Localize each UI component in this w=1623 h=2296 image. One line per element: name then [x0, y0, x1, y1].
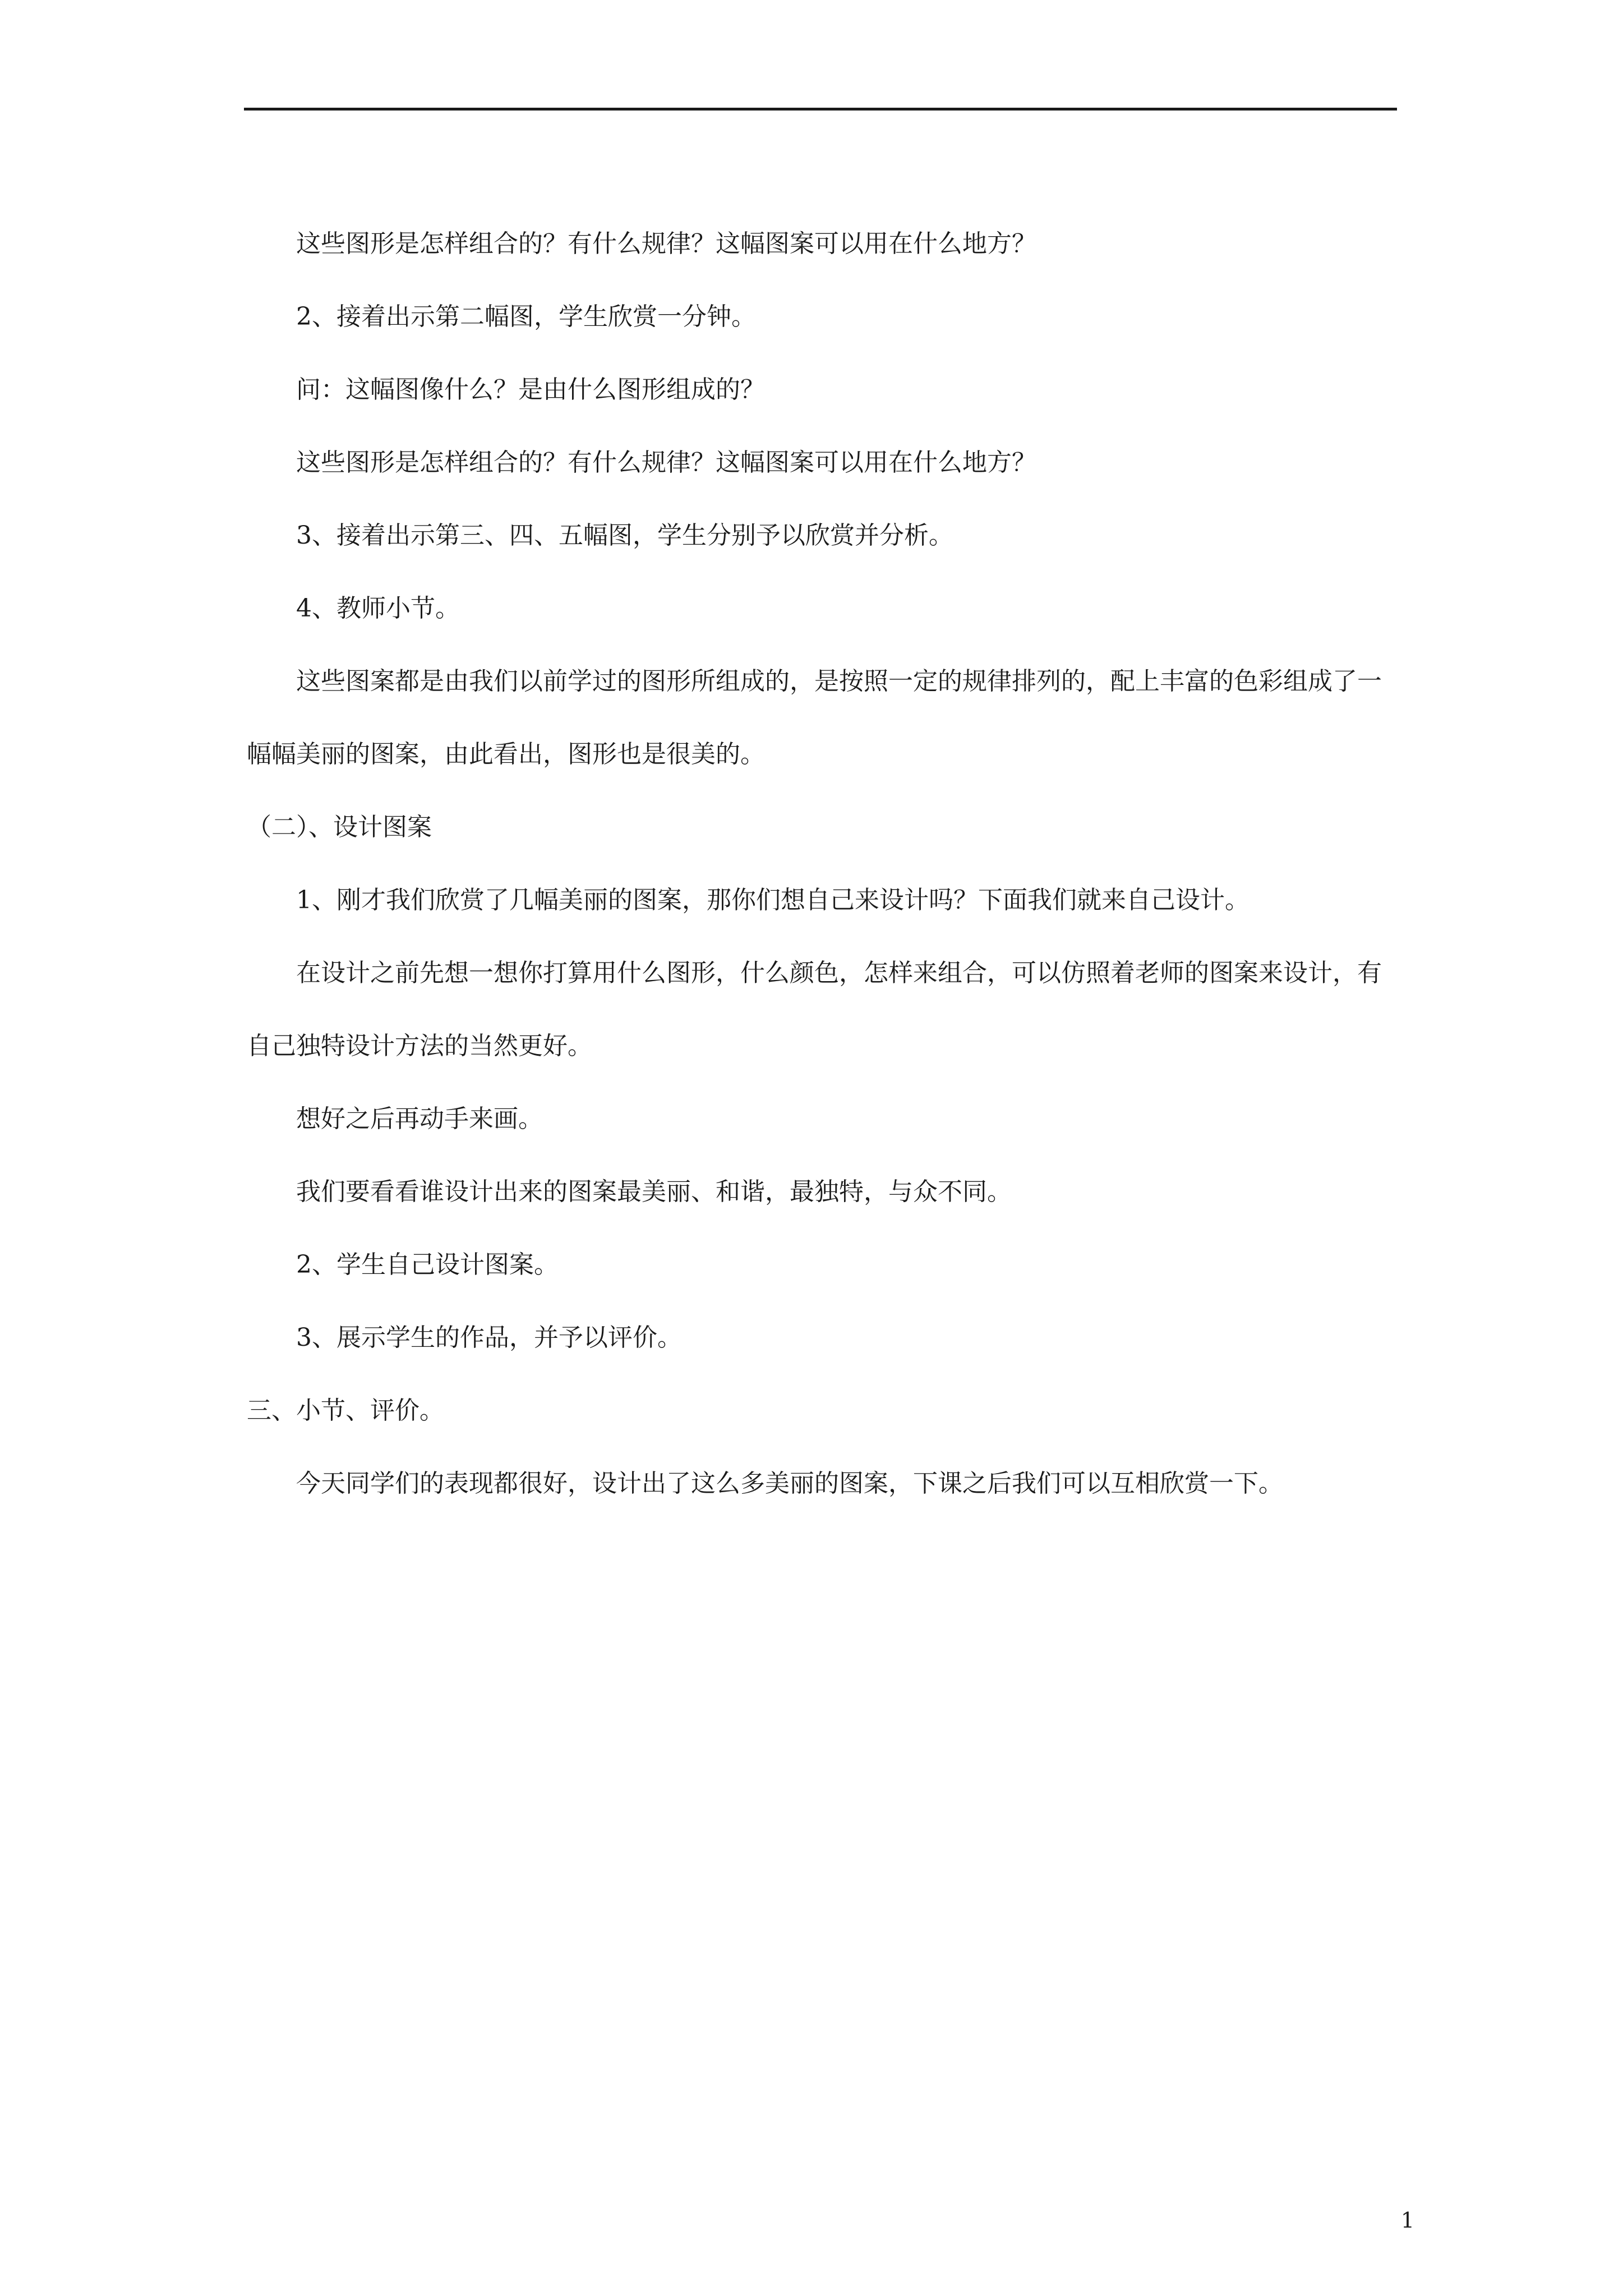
document-body [247, 208, 1402, 1520]
paragraph: 这些图案都是由我们以前学过的图形所组成的，是按照一定的规律排列的，配上丰富的色彩组成了一幅幅美丽的图案，由此看出，图形也是很美的。 [247, 667, 1382, 769]
paragraph: 我们要看看谁设计出来的图案最美丽、和谐，最独特，与众不同。 [247, 1177, 1012, 1206]
paragraph: 这些图形是怎样组合的？有什么规律？这幅图案可以用在什么地方？ [247, 448, 1036, 477]
page-number: 1 [1400, 2208, 1414, 2233]
paragraph: 2、接着出示第二幅图，学生欣赏一分钟。 [247, 302, 756, 331]
section-heading: 三、小节、评价。 [247, 1396, 444, 1425]
paragraph: 今天同学们的表现都很好，设计出了这么多美丽的图案，下课之后我们可以互相欣赏一下。 [247, 1469, 1283, 1498]
paragraph: 2、学生自己设计图案。 [247, 1250, 559, 1279]
paragraph: 这些图形是怎样组合的？有什么规律？这幅图案可以用在什么地方？ [247, 229, 1036, 258]
paragraph: 想好之后再动手来画。 [247, 1105, 543, 1133]
paragraph: 4、教师小节。 [247, 594, 460, 623]
paragraph: 3、接着出示第三、四、五幅图，学生分别予以欣赏并分析。 [247, 521, 953, 550]
section-heading: （二）、设计图案 [247, 813, 432, 841]
paragraph: 问：这幅图像什么？是由什么图形组成的？ [247, 375, 765, 404]
header-rule [244, 108, 1397, 111]
paragraph: 在设计之前先想一想你打算用什么图形，什么颜色，怎样来组合，可以仿照着老师的图案来设计，有自己独特设计方法的当然更好。 [247, 959, 1382, 1060]
paragraph: 3、展示学生的作品，并予以评价。 [247, 1323, 682, 1352]
paragraph: 1、刚才我们欣赏了几幅美丽的图案，那你们想自己来设计吗？下面我们就来自己设计。 [247, 886, 1249, 914]
